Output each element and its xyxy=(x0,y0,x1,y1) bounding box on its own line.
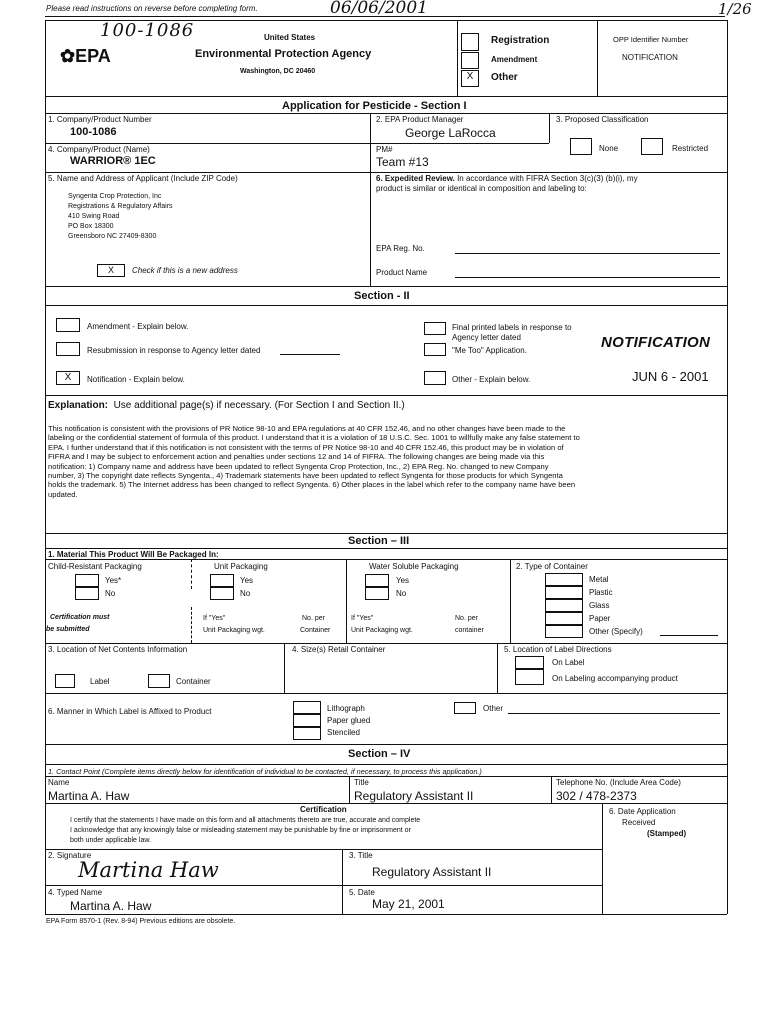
registration-label: Registration xyxy=(491,35,550,46)
restricted-label: Restricted xyxy=(672,144,709,153)
resubmission-label: Resubmission in response to Agency letter dated xyxy=(87,346,261,355)
net-contents-location-label: 3. Location of Net Contents Information xyxy=(48,645,188,654)
unit-no-per-label: No. per xyxy=(302,615,325,622)
lithograph-checkbox[interactable] xyxy=(293,701,321,714)
child-resistant-label: Child-Resistant Packaging xyxy=(48,562,142,571)
ws-no-per-label: No. per xyxy=(455,615,478,622)
retail-container-size-label: 4. Size(s) Retail Container xyxy=(292,645,386,654)
new-address-label: Check if this is a new address xyxy=(132,266,238,275)
unit-if-yes-label: If "Yes" xyxy=(203,615,226,622)
company-product-number-label: 1. Company/Product Number xyxy=(48,115,152,124)
on-labeling-checkbox[interactable] xyxy=(515,669,544,685)
page-mark: 1/26 xyxy=(718,0,752,18)
certification-must-label: Certification must xyxy=(50,614,110,621)
me-too-label: "Me Too" Application. xyxy=(452,346,527,355)
epa-logo: ✿EPA xyxy=(60,46,111,66)
ws-yes-checkbox[interactable] xyxy=(365,574,389,587)
glass-checkbox[interactable] xyxy=(545,599,583,612)
new-address-checkbox[interactable]: X xyxy=(97,264,125,277)
water-soluble-label: Water Soluble Packaging xyxy=(369,562,459,571)
ws-yes-label: Yes xyxy=(396,576,410,585)
paper-glued-label: Paper glued xyxy=(327,716,371,725)
metal-checkbox[interactable] xyxy=(545,573,583,586)
plastic-checkbox[interactable] xyxy=(545,586,583,599)
classification-none-checkbox[interactable] xyxy=(570,138,592,155)
notification-stamp-title: NOTIFICATION xyxy=(601,334,711,351)
unit-container-label: Container xyxy=(300,627,331,634)
explanation-heading: Explanation: Use additional page(s) if necessary. (For Section I and Section II.) xyxy=(48,400,405,411)
date-label: 5. Date xyxy=(349,888,375,897)
other-explain-label: Other - Explain below. xyxy=(452,375,531,384)
on-label-option: On Label xyxy=(552,658,585,667)
section4-title: Section – IV xyxy=(348,748,411,760)
section2-title: Section - II xyxy=(354,290,410,302)
ws-no-label: No xyxy=(396,589,407,598)
pm-number-value: Team #13 xyxy=(376,155,429,169)
signature: Martina Haw xyxy=(78,858,219,882)
expedited-review: 6. Expedited Review. In accordance with FIFRA Section 3(c)(3) (b)(i), my xyxy=(376,174,638,183)
other-specify-label: Other (Specify) xyxy=(589,627,643,636)
on-label-checkbox[interactable] xyxy=(515,656,544,669)
affixed-other-checkbox[interactable] xyxy=(454,702,476,714)
signer-title-label: 3. Title xyxy=(349,851,373,860)
paper-glued-checkbox[interactable] xyxy=(293,714,321,727)
contact-point-label: 1. Contact Point (Complete items directly below for identification of individual to be contacted, if necessary, to process this application.) xyxy=(48,767,482,776)
form-footer: EPA Form 8570-1 (Rev. 8-94) Previous editions are obsolete. xyxy=(46,918,236,925)
amendment-explain-checkbox[interactable] xyxy=(56,318,80,332)
product-manager-label: 2. EPA Product Manager xyxy=(376,115,464,124)
ws-no-checkbox[interactable] xyxy=(365,587,389,600)
contact-phone-label: Telephone No. (Include Area Code) xyxy=(556,778,681,787)
proposed-classification-label: 3. Proposed Classification xyxy=(556,115,649,124)
other-explain-checkbox[interactable] xyxy=(424,371,446,385)
epa-logo-icon: ✿ xyxy=(60,46,76,66)
explanation-text: This notification is consistent with the provisions of PR Notice 98-10 and EPA regulations at 40 CFR 152.46, and no other changes have been made to the labeling or the confidential statement of formula of this product. I understand that it is a violation of 18 U.S.C. Sec. 1001 to willfully make any false statement to EPA. I further understand that if this notification is not consistent with the terms of PR Notice 98-10 and 40 CFR 152.46, this product may be in violation of FIFRA and I may be subject to enforcement action and penalties under sections 12 and 14 of FIFRA. The following changes are being made via this notification: 1) Company name and address have been updated to reflect Syngenta Crop Protection, Inc., 2) EPA Reg. No. changed to new Company number, 3) The copyright date reflects Syngenta., 4) Trademark statements have been updated to reflect Syngenta for those products for which Syngenta holds the trademark. 5) The Internet address has been changed to reflect Syngenta. 6) Other places in the label which refer to the company name have been updated. xyxy=(48,424,580,499)
signature-label: 2. Signature xyxy=(48,851,92,860)
classification-restricted-checkbox[interactable] xyxy=(641,138,663,155)
label-affixed-manner-label: 6. Manner in Which Label is Affixed to Product xyxy=(48,707,212,716)
stamped-label: (Stamped) xyxy=(647,829,687,838)
on-labeling-option: On Labeling accompanying product xyxy=(552,674,678,683)
contact-title-label: Title xyxy=(354,778,369,787)
net-container-checkbox[interactable] xyxy=(148,674,170,688)
expedited-product-name-label: Product Name xyxy=(376,268,428,277)
stenciled-checkbox[interactable] xyxy=(293,727,321,740)
paper-checkbox[interactable] xyxy=(545,612,583,625)
crp-yes-label: Yes* xyxy=(105,576,122,585)
handwritten-date: 06/06/2001 xyxy=(330,0,428,18)
contact-phone-value: 302 / 478-2373 xyxy=(556,789,637,803)
signer-title-value: Regulatory Assistant II xyxy=(372,865,492,879)
me-too-checkbox[interactable] xyxy=(424,343,446,356)
container-type-label: 2. Type of Container xyxy=(516,562,588,571)
agency-address: Washington, DC 20460 xyxy=(240,68,316,75)
notification-checkbox[interactable]: X xyxy=(56,371,80,385)
date-application-label: 6. Date Application xyxy=(609,807,676,816)
paper-label: Paper xyxy=(589,614,611,623)
epa-reg-no-label: EPA Reg. No. xyxy=(376,244,425,253)
applicant-address: Syngenta Crop Protection, Inc Registrations & Regulatory Affairs 410 Swing Road PO Box 18300 Greensboro NC 27409-8300 xyxy=(68,193,173,240)
received-label: Received xyxy=(622,818,656,827)
instructions-note: Please read instructions on reverse before completing form. xyxy=(46,4,258,13)
notification-stamp-date: JUN 6 - 2001 xyxy=(632,369,709,384)
registration-checkbox[interactable] xyxy=(461,33,479,51)
agency-name: Environmental Protection Agency xyxy=(195,48,372,60)
other-checkbox[interactable]: X xyxy=(461,70,479,87)
stenciled-label: Stenciled xyxy=(327,728,360,737)
opp-identifier-value: NOTIFICATION xyxy=(622,53,678,62)
contact-name-label: Name xyxy=(48,778,70,787)
pm-number-label: PM# xyxy=(376,145,393,154)
affixed-other-label: Other xyxy=(483,704,504,713)
ws-packaging-wgt-label: Unit Packaging wgt. xyxy=(351,627,413,634)
final-printed-labels-label: Final printed labels in response to xyxy=(452,323,572,332)
crp-yes-checkbox[interactable] xyxy=(75,574,99,587)
net-label-option: Label xyxy=(90,677,110,686)
ws-if-yes-label: If "Yes" xyxy=(351,615,374,622)
handwritten-number: 100-1086 xyxy=(100,20,195,41)
crp-no-checkbox[interactable] xyxy=(75,587,99,600)
net-label-checkbox[interactable] xyxy=(55,674,75,688)
amendment-explain-label: Amendment - Explain below. xyxy=(87,322,189,331)
unit-yes-label: Yes xyxy=(240,576,254,585)
section1-title: Application for Pesticide - Section I xyxy=(282,100,467,112)
unit-yes-checkbox[interactable] xyxy=(210,574,234,587)
lithograph-label: Lithograph xyxy=(327,704,365,713)
notification-label: Notification - Explain below. xyxy=(87,375,185,384)
product-name-value: WARRIOR® 1EC xyxy=(70,155,156,167)
typed-name-value: Martina A. Haw xyxy=(70,899,152,913)
agency-letter-dated-label: Agency letter dated xyxy=(452,333,521,342)
certification-title: Certification xyxy=(300,805,347,814)
glass-label: Glass xyxy=(589,601,610,610)
be-submitted-label: be submitted xyxy=(46,626,90,633)
net-container-option: Container xyxy=(176,677,211,686)
resubmission-checkbox[interactable] xyxy=(56,342,80,356)
product-name-label: 4. Company/Product (Name) xyxy=(48,145,150,154)
applicant-address-label: 5. Name and Address of Applicant (Include ZIP Code) xyxy=(48,174,238,183)
section3-title: Section – III xyxy=(348,535,410,547)
label-directions-location-label: 5. Location of Label Directions xyxy=(504,645,612,654)
none-label: None xyxy=(599,144,619,153)
plastic-label: Plastic xyxy=(589,588,613,597)
crp-no-label: No xyxy=(105,589,116,598)
amendment-checkbox[interactable] xyxy=(461,52,479,69)
certification-statement: I certify that the statements I have made on this form and all attachments thereto are true, accurate and complete I acknowledge that any knowingly false or misleading statement may be punishable by fine or imprisonment or both under applicable law. xyxy=(70,817,421,844)
metal-label: Metal xyxy=(589,575,609,584)
final-printed-labels-checkbox[interactable] xyxy=(424,322,446,335)
typed-name-label: 4. Typed Name xyxy=(48,888,103,897)
ws-container-label: container xyxy=(455,627,484,634)
contact-name-value: Martina A. Haw xyxy=(48,789,130,803)
company-product-number-value: 100-1086 xyxy=(70,126,117,138)
unit-packaging-wgt-label: Unit Packaging wgt. xyxy=(203,627,265,634)
expedited-review-text: product is similar or identical in composition and labeling to: xyxy=(376,184,587,193)
other-label: Other xyxy=(491,72,518,83)
contact-title-value: Regulatory Assistant II xyxy=(354,789,474,803)
unit-no-label: No xyxy=(240,589,251,598)
opp-identifier-label: OPP Identifier Number xyxy=(613,35,689,44)
other-specify-checkbox[interactable] xyxy=(545,625,583,638)
material-packaging-label: 1. Material This Product Will Be Packaged In: xyxy=(48,550,219,559)
unit-no-checkbox[interactable] xyxy=(210,587,234,600)
agency-line1: United States xyxy=(264,33,316,42)
date-value: May 21, 2001 xyxy=(372,897,445,911)
product-manager-value: George LaRocca xyxy=(405,126,496,140)
unit-packaging-label: Unit Packaging xyxy=(214,562,268,571)
amendment-label: Amendment xyxy=(491,55,538,64)
